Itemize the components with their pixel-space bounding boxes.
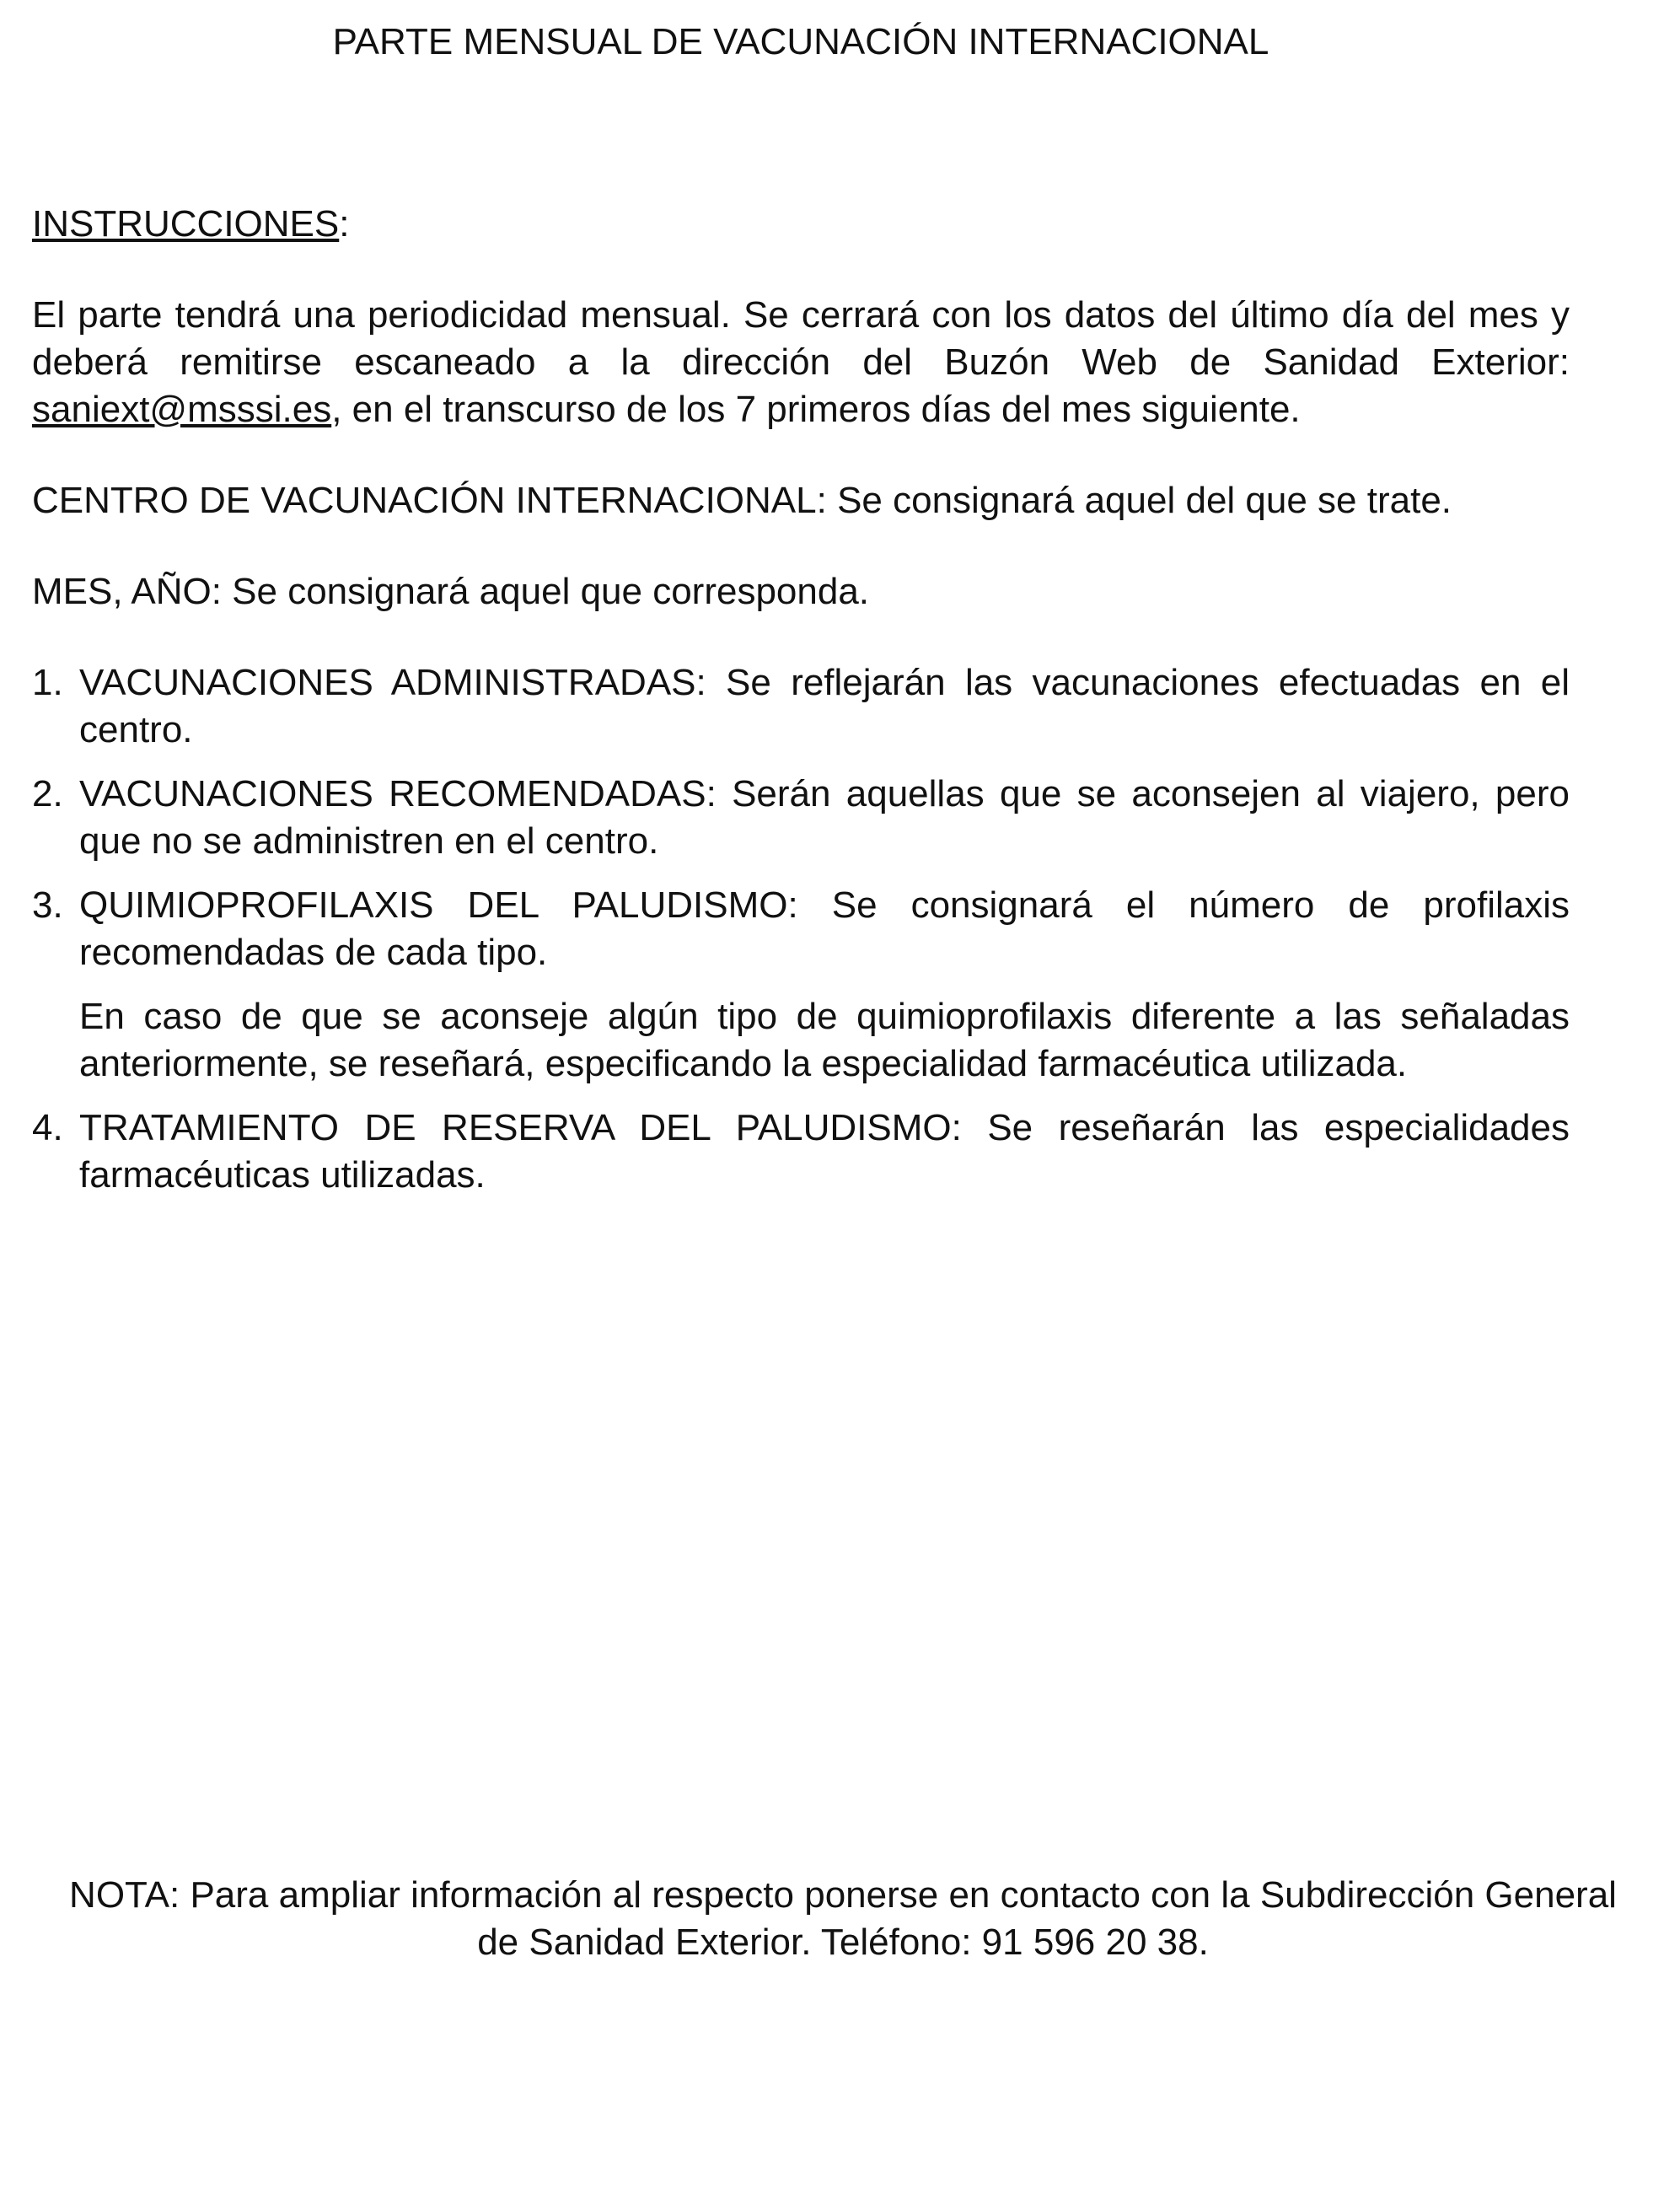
instruction-list	[32, 659, 1570, 1199]
centro-paragraph: CENTRO DE VACUNACIÓN INTERNACIONAL: Se consignará aquel del que se trate.	[32, 480, 1452, 521]
document-title: PARTE MENSUAL DE VACUNACIÓN INTERNACIONAL	[332, 21, 1269, 62]
list-item-number: 2.	[32, 773, 63, 814]
nota-line-1: NOTA: Para ampliar información al respecto ponerse en contacto con la Subdirección General	[69, 1874, 1617, 1916]
list-item	[32, 659, 1570, 754]
nota-line-2: de Sanidad Exterior. Teléfono: 91 596 20 38.	[477, 1922, 1209, 1963]
instructions-section	[32, 201, 1570, 1216]
intro-paragraph	[32, 292, 1570, 433]
list-item	[32, 882, 1570, 1088]
list-item-number: 3.	[32, 884, 63, 926]
email-link[interactable]: saniext@msssi.es	[32, 389, 332, 430]
list-item-text: VACUNACIONES ADMINISTRADAS: Se reflejarán las vacunaciones efectuadas en el centro.	[79, 662, 1570, 750]
instructions-heading-colon: :	[339, 203, 350, 245]
intro-text-before: El parte tendrá una periodicidad mensual. Se cerrará con los datos del último día del mes y deberá remitirse escaneado a la dirección del Buzón Web de Sanidad Exterior:	[32, 294, 1570, 383]
nota-footer	[34, 1872, 1652, 1966]
list-item-text: VACUNACIONES RECOMENDADAS: Serán aquellas que se aconsejen al viajero, pero que no se administren en el centro.	[79, 773, 1570, 862]
list-item-number: 4.	[32, 1107, 63, 1148]
mes-paragraph: MES, AÑO: Se consignará aquel que corresponda.	[32, 571, 870, 612]
list-item-text: QUIMIOPROFILAXIS DEL PALUDISMO: Se consignará el número de profilaxis recomendadas de cada tipo.	[79, 884, 1570, 973]
list-item	[32, 1105, 1570, 1199]
list-item-extra-text: En caso de que se aconseje algún tipo de quimioprofilaxis diferente a las señaladas anteriormente, se reseñará, especificando la especialidad farmacéutica utilizada.	[79, 996, 1570, 1084]
list-item-number: 1.	[32, 662, 63, 703]
instructions-heading-text: INSTRUCCIONES	[32, 203, 340, 245]
list-item	[32, 771, 1570, 865]
intro-text-after: , en el transcurso de los 7 primeros días del mes siguiente.	[331, 389, 1301, 430]
list-item-text: TRATAMIENTO DE RESERVA DEL PALUDISMO: Se reseñarán las especialidades farmacéuticas utilizadas.	[79, 1107, 1570, 1196]
instructions-heading	[32, 201, 1570, 248]
